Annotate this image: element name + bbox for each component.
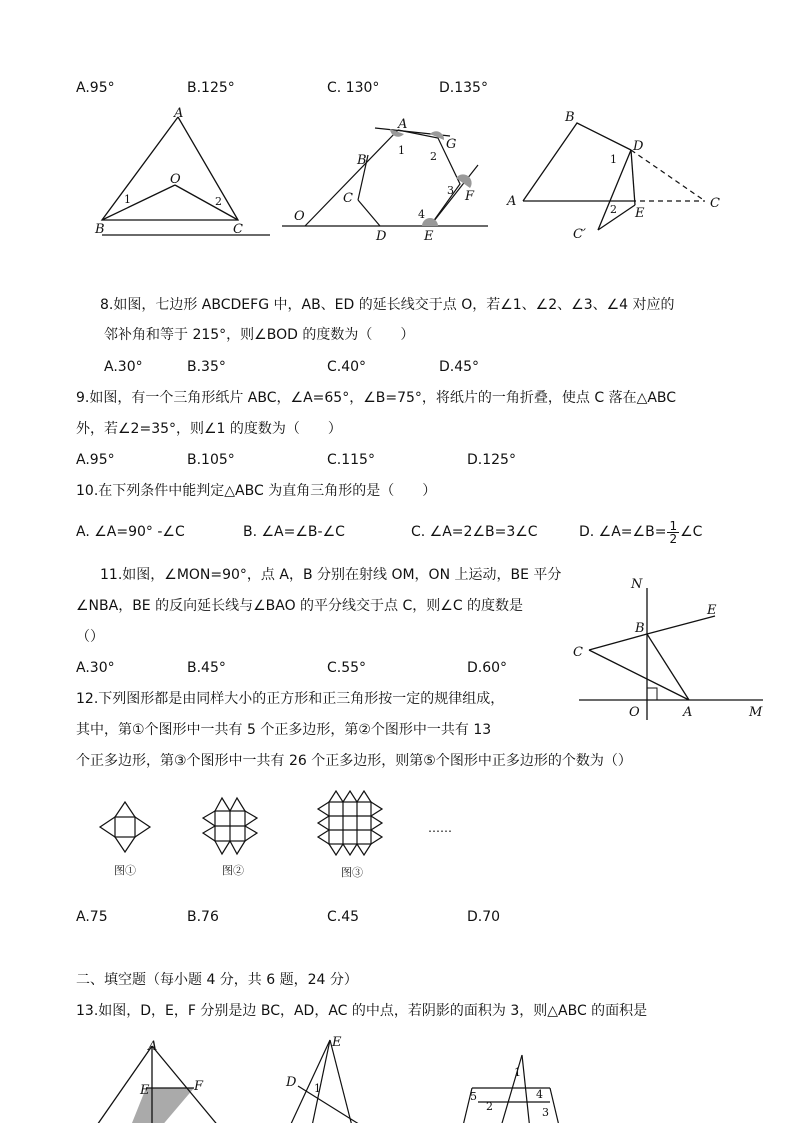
q10-option-d [579,514,702,550]
label-g: G [446,137,457,152]
label-c: C [343,191,353,206]
angle-1-label: 1 [124,193,131,206]
angle-3-label: 3 [542,1106,549,1119]
angle-1-label: 1 [610,153,617,166]
angle-2-label: 2 [215,195,222,208]
section-heading-fill-blank: 二、填空题（每小题 4 分，共 6 题，24 分） [76,972,358,988]
q12-line3: 个正多边形，第③个图形中一共有 26 个正多边形，则第⑤个图形中正多边形的个数为（） [76,753,632,769]
label-o: O [170,172,181,187]
label-a: A [398,117,408,132]
q8-option-b: B.35° [187,359,226,375]
figure-q13-triangle [90,1038,230,1123]
q10-option-d-text: D. ∠A=∠B= [579,524,667,540]
q9-option-a: A.95° [76,452,115,468]
angle-2-label: 2 [610,203,617,216]
angle-5-label: 5 [470,1090,477,1103]
label-a: A [148,1039,158,1054]
pattern-figure-2 [200,796,260,880]
q12-option-a: A.75 [76,909,108,925]
figure-q8-heptagon [280,110,495,245]
label-d: D [376,229,387,244]
fraction-numerator: 1 [669,518,678,533]
figure-q9-folded-triangle [505,105,730,240]
fraction-one-half [667,520,679,545]
label-d: D [286,1075,297,1090]
q8-option-d: D.45° [439,359,480,375]
label-e: E [332,1035,342,1050]
q10-option-d-tail: ∠C [680,524,703,540]
q8-line2: 邻补角和等于 215°，则∠BOD 的度数为（ ） [104,327,415,343]
label-e: E [707,603,717,618]
pattern-label-3: 图③ [341,866,363,879]
label-c-prime: C′ [573,227,586,242]
q8-option-c: C.40° [327,359,367,375]
q12-option-c: C.45 [327,909,360,925]
q9-line1: 9.如图，有一个三角形纸片 ABC，∠A=65°，∠B=75°，将纸片的一角折叠，使点 C 落在△ABC [76,390,677,406]
label-b: B [565,110,575,125]
angle-1-label: 1 [398,144,405,157]
figure-q11-angle [565,570,775,725]
q8-option-a: A.30° [104,359,143,375]
q10-option-a: A. ∠A=90° -∠C [76,524,185,540]
q10-option-b: B. ∠A=∠B-∠C [243,524,345,540]
fraction-denominator: 2 [669,531,678,546]
label-f: F [465,189,475,204]
q11-option-d: D.60° [467,660,508,676]
q11-line3: （） [76,629,104,645]
label-b: B [357,153,367,168]
label-e: E [140,1083,150,1098]
q12-line2: 其中，第①个图形中一共有 5 个正多边形，第②个图形中一共有 13 [76,722,492,738]
label-d: D [633,139,644,154]
angle-2-label: 2 [430,150,437,163]
angle-4-label: 4 [536,1088,543,1101]
label-m: M [749,705,763,720]
q9-line2: 外，若∠2=35°，则∠1 的度数为（ ） [76,421,342,437]
q9-option-b: B.105° [187,452,235,468]
q13-line1: 13.如图，D，E，F 分别是边 BC，AD，AC 的中点，若阴影的面积为 3，则△ABC 的面积是 [76,1003,648,1019]
q9-option-d: D.125° [467,452,516,468]
q12-line1: 12.下列图形都是由同样大小的正方形和正三角形按一定的规律组成， [76,691,505,707]
q10-line1: 10.在下列条件中能判定△ABC 为直角三角形的是（ ） [76,483,437,499]
angle-4-label: 4 [418,208,425,221]
label-f: F [194,1079,204,1094]
q11-line1: 11.如图，∠MON=90°，点 A，B 分别在射线 OM，ON 上运动，BE 平分 [100,567,562,583]
figure-bottom-middle [282,1036,372,1123]
label-b: B [95,222,105,237]
q12-option-b: B.76 [187,909,219,925]
pattern-label-1: 图① [114,864,136,877]
q11-option-c: C.55° [327,660,367,676]
figure-bottom-right [450,1050,570,1123]
label-c: C [573,645,583,660]
q7-option-d: D.135° [439,80,488,96]
label-b: B [635,621,645,636]
label-o: O [294,209,305,224]
angle-3-label: 3 [447,184,454,197]
angle-1-label: 1 [314,1082,321,1095]
figure-q7-triangle [90,105,280,240]
pattern-label-2: 图② [222,864,244,877]
label-c: C [710,196,720,211]
label-a: A [507,194,517,209]
q11-option-a: A.30° [76,660,115,676]
q11-option-b: B.45° [187,660,226,676]
q7-option-a: A.95° [76,80,115,96]
label-o: O [629,705,640,720]
q10-option-c: C. ∠A=2∠B=3∠C [411,524,538,540]
pattern-figure-3 [315,788,387,880]
label-e: E [424,229,434,244]
q8-line1: 8.如图，七边形 ABCDEFG 中，AB、ED 的延长线交于点 O，若∠1、∠2、∠3、∠4 对应的 [100,297,675,313]
label-n: N [631,577,643,592]
q7-option-b: B.125° [187,80,235,96]
label-a: A [683,705,693,720]
pattern-figure-1 [98,800,158,880]
q12-option-d: D.70 [467,909,501,925]
label-e: E [635,206,645,221]
pattern-ellipsis: …… [428,821,452,835]
q11-line2: ∠NBA，BE 的反向延长线与∠BAO 的平分线交于点 C，则∠C 的度数是 [76,598,524,614]
angle-1-label: 1 [514,1066,521,1079]
q9-option-c: C.115° [327,452,375,468]
label-c: C [233,222,243,237]
label-a: A [174,106,184,121]
angle-2-label: 2 [486,1100,493,1113]
q7-option-c: C. 130° [327,80,380,96]
